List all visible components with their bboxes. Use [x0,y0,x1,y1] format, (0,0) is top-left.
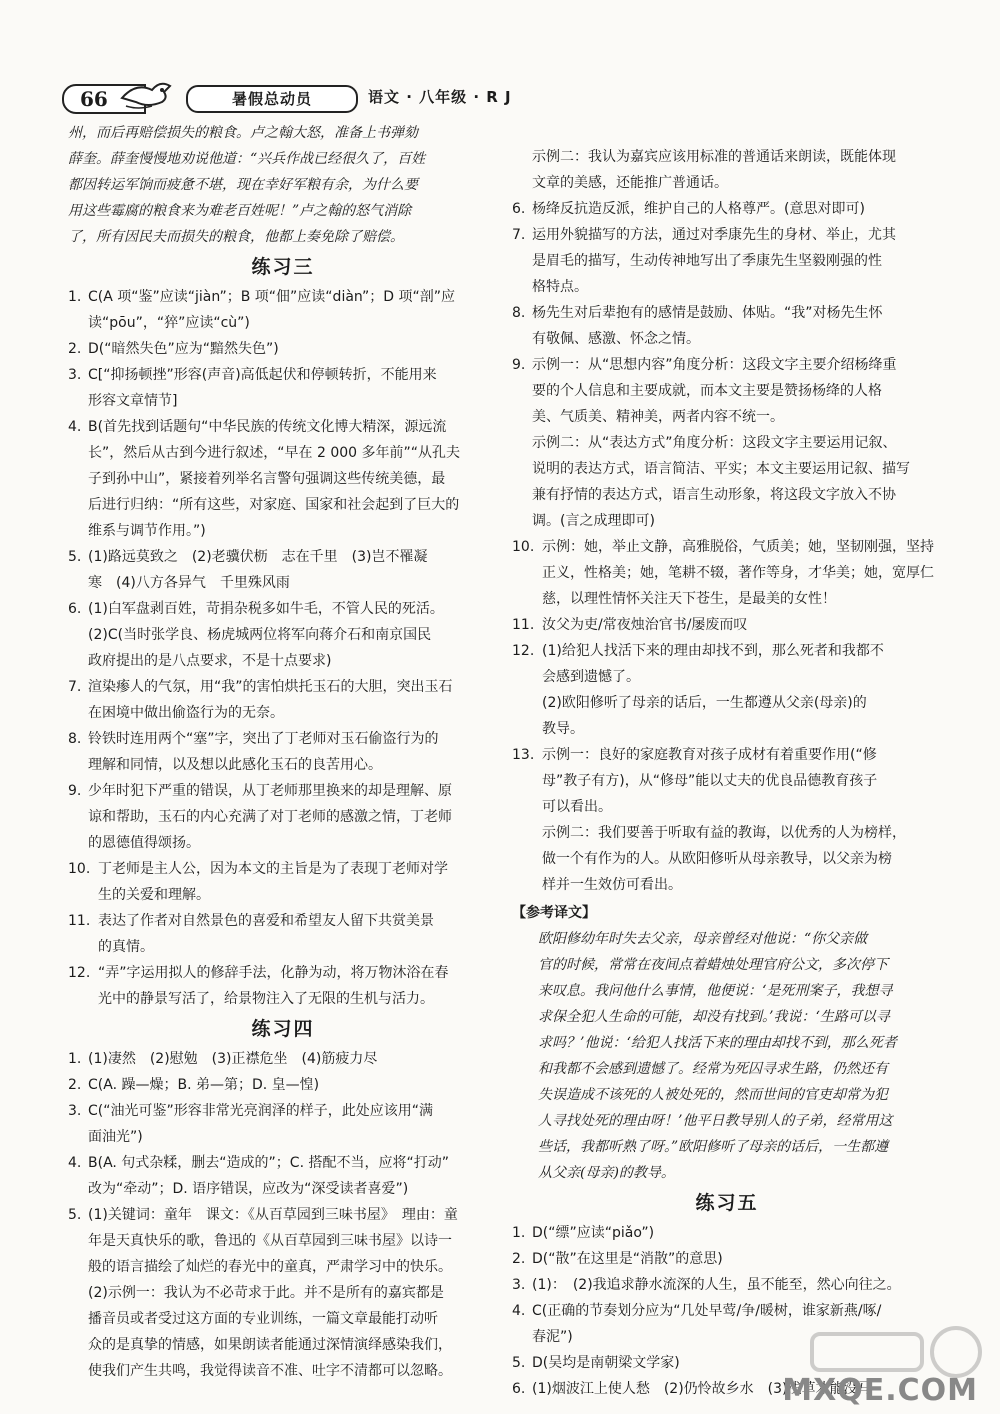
answer-item [512,534,942,612]
answer-line: 示例二：从“表达方式”角度分析：这段文字主要运用记叙、 [532,435,897,451]
answer-number: 1. [68,1051,82,1067]
answer-number: 1. [68,289,82,305]
answer-text [88,1150,498,1202]
answer-number: 6. [512,201,526,217]
answer-line: 杨绛反抗造反派，维护自己的人格尊严。(意思对即可) [532,201,865,217]
answer-number: 7. [512,227,526,243]
watermark-graphic [806,1324,982,1380]
answer-line: 使我们产生共鸣，我觉得读音不准、吐字不清都可以忽略。 [88,1363,452,1379]
answer-line: 理解和同情，以及想以此感化玉石的良苦用心。 [88,757,382,773]
answer-line: 在困境中做出偷盗行为的无奈。 [88,705,284,721]
answer-item [68,596,498,674]
translation-line: 薛奎。薛奎慢慢地劝说他道：“兴兵作战已经很久了，百姓 [68,151,426,167]
answer-line: 寒 (4)八方各异气 千里殊风雨 [88,575,290,591]
answer-line: 改为“牵动”；D. 语序错误，应改为“深受读者喜爱”) [88,1181,409,1197]
answer-line: (1)： (2)我追求静水流深的人生，虽不能至，然心向往之。 [532,1277,901,1293]
answer-line: 正义，性格美；她，笔耕不辍，著作等身，才华美；她，宽厚仁 [542,565,934,581]
translation-line: 来叹息。我问他什么事情，他便说：‘是死刑案子，我想寻 [538,983,893,999]
answer-number: 10. [68,861,91,877]
answer-text [542,534,942,612]
answer-item [512,300,942,352]
reference-title: 【参考译文】 [512,905,596,921]
answer-number: 4. [68,419,82,435]
answer-line: 表达了作者对自然景色的喜爱和希望友人留下共赏美景 [98,913,434,929]
answer-item [68,908,498,960]
translation-line: 从父亲(母亲)的教导。 [538,1165,675,1181]
answer-item [512,742,942,898]
answer-item [68,336,498,362]
answer-line: 可以看出。 [542,799,612,815]
answer-line: 形容文章情节] [88,393,178,409]
watermark-site: MXQE.COM [782,1373,978,1408]
answer-item [512,352,942,534]
answer-number: 9. [512,357,526,373]
answer-line: (1)关键词：童年 课文：《从百草园到三味书屋》 理由：童 [88,1207,458,1223]
answer-number: 5. [512,1355,526,1371]
answer-line: 示例一：良好的家庭教育对孩子成材有着重要作用(“修 [542,747,877,763]
answer-line: 示例一：从“思想内容”角度分析：这段文字主要介绍杨绛重 [532,357,897,373]
answer-line: 运用外貌描写的方法，通过对季康先生的身材、举止，尤其 [532,227,896,243]
answer-text [532,222,942,300]
answer-number: 12. [512,643,535,659]
answer-item [68,1098,498,1150]
answer-line: D(“暗然失色”应为“黯然失色”) [88,341,279,357]
answer-line: 慈，以理性情怀关注天下苍生，是最美的女性！ [542,591,836,607]
answer-number: 2. [68,341,82,357]
answer-number: 2. [68,1077,82,1093]
answer-line: 面油光”) [88,1129,143,1145]
translation-line: 失误造成不该死的人被处死的，然而世间的官吏却常为犯 [538,1087,888,1103]
page-header [62,84,512,112]
answer-line: 少年时犯下严重的错误，从丁老师那里换来的却是理解、原 [88,783,452,799]
answer-line: 样并一生效仿可看出。 [542,877,682,893]
answer-text [532,196,942,222]
answer-number: 12. [68,965,91,981]
answer-line: 后进行归纳：“所有这些，对家庭、国家和社会起到了巨大的 [88,497,460,513]
answer-text [98,856,498,908]
answer-item [512,1272,942,1298]
answer-line: 文章的美感，还能推广普通话。 [532,175,728,191]
answer-text [88,544,498,596]
answer-text [88,362,498,414]
answer-line: 示例二：我们要善于听取有益的教诲，以优秀的人为榜样， [542,825,906,841]
answer-line: (1)烟波江上使人愁 (2)仍怜故乡水 (3)浅草才能没马 [532,1381,872,1397]
translation-line: 求吗？’他说：‘给犯人找活下来的理由却找不到，那么死者 [538,1035,897,1051]
answer-number: 11. [68,913,91,929]
answer-item [68,726,498,778]
answer-line: C(A 项“鉴”应读“jiàn”；B 项“佃”应读“diàn”；D 项“剖”应 [88,289,456,305]
answer-line: (2)欧阳修听了母亲的话后，一生都遵从父亲(母亲)的 [542,695,867,711]
answer-item [512,222,942,300]
answer-line: 调。(言之成理即可) [532,513,655,529]
answer-number: 5. [68,1207,82,1223]
answer-number: 8. [512,305,526,321]
answer-line: C(“油光可鉴”形容非常光亮润泽的样子，此处应该用“满 [88,1103,433,1119]
answer-number: 1. [512,1225,526,1241]
answer-text [88,336,498,362]
answer-number: 10. [512,539,535,555]
translation-block [512,926,942,1186]
answer-item [68,778,498,856]
answer-line: (1)路远莫致之 (2)老骥伏枥 志在千里 (3)岂不罹凝 [88,549,428,565]
answer-text [88,778,498,856]
answer-line: “弄”字运用拟人的修辞手法，化静为动，将万物沐浴在春 [98,965,449,981]
answer-line: 说明的表达方式，语言简洁、平实；本文主要运用记叙、描写 [532,461,910,477]
answer-line: C(A. 躁—燥；B. 弟—第；D. 皇—惶) [88,1077,320,1093]
answer-line: 是眉毛的描写，生动传神地写出了季康先生坚毅刚强的性 [532,253,882,269]
translation-line: 州，而后再赔偿损失的粮食。卢之翰大怒，准备上书弹劾 [68,125,418,141]
answer-line: 做一个有作为的人。从欧阳修听从母亲教导，以父亲为榜 [542,851,892,867]
answer-text [98,908,498,960]
answer-item [68,544,498,596]
page-number: 66 [80,87,108,111]
answer-line: (1)凄然 (2)慰勉 (3)正襟危坐 (4)筋疲力尽 [88,1051,378,1067]
answer-text [88,1046,498,1072]
answer-number: 8. [68,731,82,747]
answer-number: 4. [512,1303,526,1319]
answer-text [532,1246,942,1272]
answer-line: 春泥”) [532,1329,573,1345]
translation-line: 和我都不会感到遗憾了。经常为死囚寻求生路，仍然还有 [538,1061,888,1077]
answer-text [542,612,942,638]
answer-number: 9. [68,783,82,799]
answer-text [532,300,942,352]
answer-item [68,362,498,414]
translation-line: 官的时候，常常在夜间点着蜡烛处理官府公文，多次停下 [538,957,888,973]
answer-item [512,1246,942,1272]
answer-line: B(首先找到话题句“中华民族的传统文化博大精深，源远流 [88,419,447,435]
translation-line: 了，所有因民夫而损失的粮食，他都上奏免除了赔偿。 [68,229,404,245]
answer-line: 兼有抒情的表达方式，语言生动形象，将这段文字放入不协 [532,487,896,503]
section-title: 练习四 [251,1018,315,1040]
answer-line: 众的是真挚的情感，如果朗读者能通过深情演绎感染我们， [88,1337,452,1353]
answer-text [88,1072,498,1098]
answer-line: (2)示例一：我认为不必苛求于此。并不是所有的嘉宾都是 [88,1285,444,1301]
answer-item [68,1150,498,1202]
answer-line: 杨先生对后辈抱有的感情是鼓励、体贴。“我”对杨先生怀 [532,305,883,321]
translation-line: 人寻找处死的理由呀！’他平日教导别人的子弟，经常用这 [538,1113,893,1129]
answer-item [512,612,942,638]
answer-line: (1)给犯人找活下来的理由却找不到，那么死者和我都不 [542,643,884,659]
answer-line: D(“缥”应读“piǎo”) [532,1225,655,1241]
translation-line: 都因转运军饷而疲惫不堪，现在幸好军粮有余，为什么要 [68,177,418,193]
answer-number: 3. [68,1103,82,1119]
series-title: 暑假总动员 [186,85,358,113]
answer-number: 2. [512,1251,526,1267]
answer-number: 11. [512,617,535,633]
answer-text [88,414,498,544]
answer-line: 生的关爱和理解。 [98,887,210,903]
translation-line: 用这些霉腐的粮食来为难老百姓呢！”卢之翰的怒气消除 [68,203,412,219]
answer-line: 有敬佩、感激、怀念之情。 [532,331,700,347]
answer-line: 要的个人信息和主要成就，而本文主要是赞扬杨绛的人格 [532,383,882,399]
answer-number: 3. [512,1277,526,1293]
answer-text [88,726,498,778]
mascot-icon [118,76,178,112]
answer-line: 母”教子有方)，从“修母”能以丈夫的优良品德教育孩子 [542,773,878,789]
answer-item [512,1220,942,1246]
answer-line: C(正确的节奏划分应为“几处早莺/争/暖树，谁家新燕/啄/ [532,1303,882,1319]
answer-line: C[“抑扬顿挫”形容(声音)高低起伏和停顿转折，不能用来 [88,367,437,383]
answer-line: 示例二：我认为嘉宾应该用标准的普通话来朗读，既能体现 [532,149,896,165]
answer-text [532,352,942,534]
answer-text [532,1220,942,1246]
answer-item [68,1046,498,1072]
answer-number: 4. [68,1155,82,1171]
answer-line: 般的语言描绘了灿烂的春光中的童真，严肃学习中的快乐。 [88,1259,452,1275]
answer-line: 播音员或者受过这方面的专业训练，一篇文章最能打动听 [88,1311,438,1327]
answer-line: 铃铁时连用两个“塞”字，突出了丁老师对玉石偷盗行为的 [88,731,439,747]
answer-item [512,638,942,742]
subject-grade: 语文 · 八年级 · R J [368,88,512,106]
answer-number: 3. [68,367,82,383]
answer-line: 格特点。 [532,279,588,295]
answer-item [68,284,498,336]
answer-line: 谅和帮助，玉石的内心充满了对丁老师的感激之情，丁老师 [88,809,452,825]
answer-line: 光中的静景写活了，给景物注入了无限的生机与活力。 [98,991,434,1007]
answer-line: 长”，然后从古到今进行叙述，“早在 2 000 多年前”“从孔夫 [88,445,460,461]
answer-text [88,1098,498,1150]
answer-text [88,674,498,726]
answer-number: 7. [68,679,82,695]
answer-line: 的真情。 [98,939,154,955]
answer-text [88,1202,498,1384]
answer-line: 的恩德值得颂扬。 [88,835,200,851]
answer-line: D(“散”在这里是“消散”的意思) [532,1251,723,1267]
answer-number: 6. [512,1381,526,1397]
answer-line: (2)C(当时张学良、杨虎城两位将军向蒋介石和南京国民 [88,627,432,643]
left-column [68,120,498,1384]
translation-line: 些话，我都听熟了呀。”欧阳修听了母亲的话后，一生都遵 [538,1139,889,1155]
answer-item [68,1072,498,1098]
translation-line: 欧阳修幼年时失去父亲，母亲曾经对他说：“你父亲做 [538,931,868,947]
answer-text [532,1272,942,1298]
answer-text [88,596,498,674]
answer-item [68,960,498,1012]
answer-line: (1)白军盘剥百姓，苛捐杂税多如牛毛，不管人民的死活。 [88,601,444,617]
section-title: 练习五 [695,1192,759,1214]
answer-item [68,856,498,908]
answer-line: 教导。 [542,721,584,737]
answer-line: B(A. 句式杂糅，删去“造成的”；C. 搭配不当，应将“打动” [88,1155,449,1171]
answer-line: 示例：她，举止文静，高雅脱俗，气质美；她，坚韧刚强，坚持 [542,539,934,555]
answer-number: 5. [68,549,82,565]
answer-line: 丁老师是主人公，因为本文的主旨是为了表现丁老师对学 [98,861,448,877]
answer-text [98,960,498,1012]
answer-line: 年是天真快乐的歌，鲁迅的《从百草园到三味书屋》以诗一 [88,1233,452,1249]
answer-line: 会感到遗憾了。 [542,669,640,685]
answer-item [68,674,498,726]
answer-line: 政府提出的是八点要求，不是十点要求) [88,653,332,669]
answer-line: 子到孙中山”，紧接着列举名言警句强调这些传统美德，最 [88,471,446,487]
answer-item [68,1202,498,1384]
answer-text [88,284,498,336]
answer-line: 读“pōu”，“猝”应读“cù”) [88,315,250,331]
answer-item [68,414,498,544]
answer-line: 维系与调节作用。”) [88,523,206,539]
section-title: 练习三 [251,256,315,278]
right-column [512,144,942,1402]
answer-number: 6. [68,601,82,617]
translation-line: 求保全犯人生命的可能，却没有找到。’我说：‘生路可以寻 [538,1009,890,1025]
answer-line: 渲染瘆人的气氛，用“我”的害怕烘托玉石的大胆，突出玉石 [88,679,453,695]
answer-line: 汝父为吏/常夜烛治官书/屡废而叹 [542,617,748,633]
answer-number: 13. [512,747,535,763]
answer-line: D(吴均是南朝梁文学家) [532,1355,680,1371]
answer-text [542,742,942,898]
answer-item [512,196,942,222]
answer-text [542,638,942,742]
answer-line: 美、气质美、精神美，两者内容不统一。 [532,409,784,425]
